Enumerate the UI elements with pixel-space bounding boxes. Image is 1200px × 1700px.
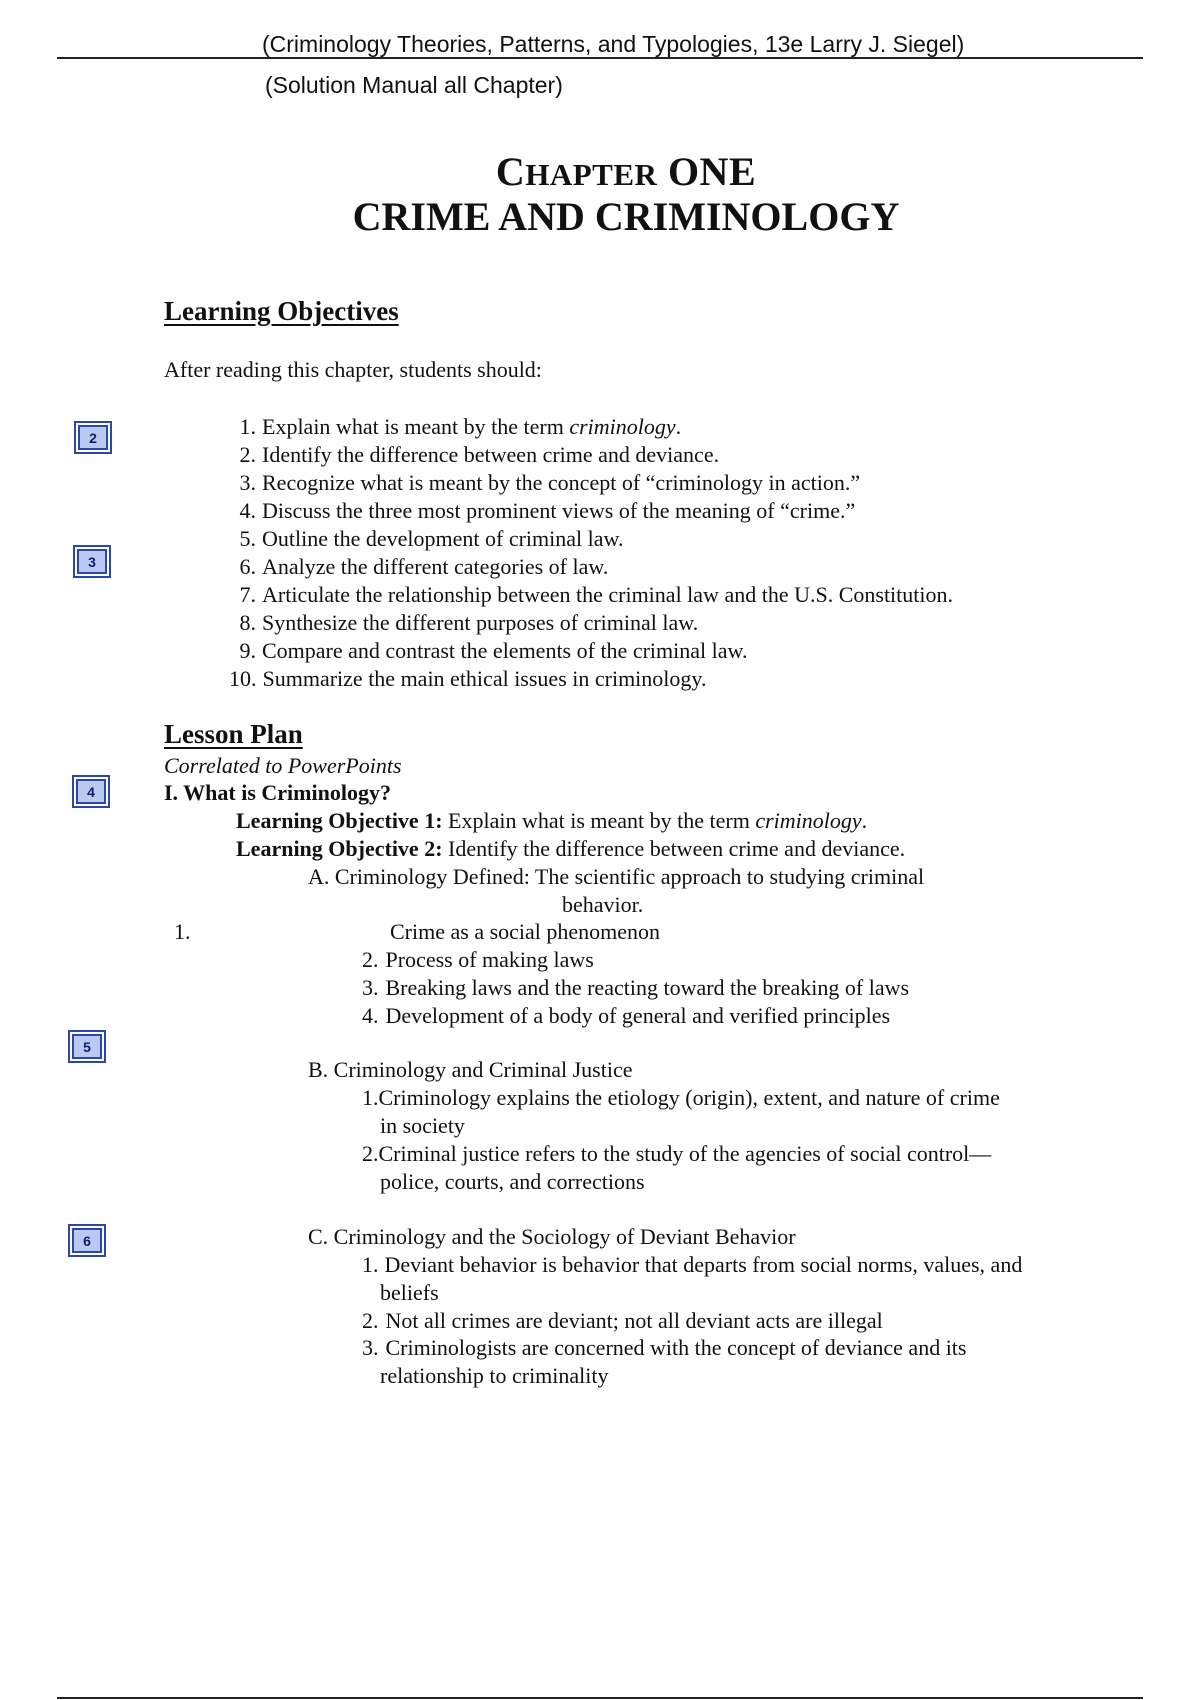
subsection-c-title: C. Criminology and the Sociology of Deviant Behavior bbox=[308, 1224, 796, 1249]
list-item-cont: in society bbox=[380, 1113, 465, 1138]
list-item: 1. Deviant behavior is behavior that departs from social norms, values, and bbox=[362, 1252, 1023, 1277]
lesson-plan-heading: Lesson Plan bbox=[164, 719, 303, 749]
list-item-number: 1. bbox=[174, 919, 191, 944]
footer-rule bbox=[57, 1697, 1143, 1699]
slide-marker-5: 5 bbox=[68, 1030, 106, 1063]
list-item: 2. Process of making laws bbox=[362, 947, 594, 972]
list-item: Crime as a social phenomenon bbox=[390, 919, 661, 944]
slide-marker-6: 6 bbox=[68, 1224, 106, 1257]
slide-marker-4: 4 bbox=[72, 775, 110, 808]
lesson-plan-subheading: Correlated to PowerPoints bbox=[164, 753, 402, 778]
list-item: 10. Summarize the main ethical issues in criminology. bbox=[229, 666, 707, 691]
subsection-a-title: A. Criminology Defined: The scientific approach to studying criminal bbox=[308, 864, 925, 889]
list-item: 1.Criminology explains the etiology (origin), extent, and nature of crime bbox=[362, 1085, 1000, 1110]
subsection-b-title: B. Criminology and Criminal Justice bbox=[308, 1057, 633, 1082]
manual-reference: (Solution Manual all Chapter) bbox=[265, 72, 563, 98]
list-item-cont: relationship to criminality bbox=[380, 1363, 609, 1388]
objective-list bbox=[229, 413, 953, 693]
list-item: 5. Outline the development of criminal law. bbox=[239, 526, 624, 551]
chapter-title: CRIME AND CRIMINOLOGY bbox=[352, 194, 900, 239]
list-item: 2.Criminal justice refers to the study of the agencies of social control— bbox=[362, 1141, 992, 1166]
section-title: I. What is Criminology? bbox=[164, 780, 391, 805]
list-item-cont: police, courts, and corrections bbox=[380, 1169, 645, 1194]
learning-objective-1: Learning Objective 1: Explain what is meant by the term criminology. bbox=[236, 808, 868, 833]
learning-objectives-intro: After reading this chapter, students should: bbox=[164, 357, 542, 382]
list-item: 3. Recognize what is meant by the concept of “criminology in action.” bbox=[239, 470, 861, 495]
list-item: 9. Compare and contrast the elements of the criminal law. bbox=[239, 638, 748, 663]
list-item: 3. Criminologists are concerned with the concept of deviance and its bbox=[362, 1335, 967, 1360]
slide-marker-2: 2 bbox=[74, 421, 112, 454]
learning-objective-2: Learning Objective 2: Identify the difference between crime and deviance. bbox=[236, 836, 906, 861]
list-item-cont: beliefs bbox=[380, 1280, 439, 1305]
subsection-a-title-cont: behavior. bbox=[562, 892, 644, 917]
chapter-number: CHAPTER ONE bbox=[495, 149, 757, 194]
list-item: 2. Identify the difference between crime and deviance. bbox=[239, 442, 720, 467]
list-item: 2. Not all crimes are deviant; not all deviant acts are illegal bbox=[362, 1308, 883, 1333]
slide-marker-3: 3 bbox=[73, 545, 111, 578]
header-rule bbox=[57, 57, 1143, 59]
list-item: 4. Discuss the three most prominent views of the meaning of “crime.” bbox=[239, 498, 856, 523]
list-item: 7. Articulate the relationship between the criminal law and the U.S. Constitution. bbox=[239, 582, 954, 607]
book-reference: (Criminology Theories, Patterns, and Typologies, 13e Larry J. Siegel) bbox=[262, 31, 965, 57]
list-item: 1. Explain what is meant by the term criminology. bbox=[239, 414, 682, 439]
list-item: 4. Development of a body of general and verified principles bbox=[362, 1003, 891, 1028]
list-item: 8. Synthesize the different purposes of criminal law. bbox=[239, 610, 699, 635]
list-item: 6. Analyze the different categories of law. bbox=[239, 554, 609, 579]
learning-objectives-heading: Learning Objectives bbox=[164, 296, 399, 326]
list-item: 3. Breaking laws and the reacting toward the breaking of laws bbox=[362, 975, 910, 1000]
